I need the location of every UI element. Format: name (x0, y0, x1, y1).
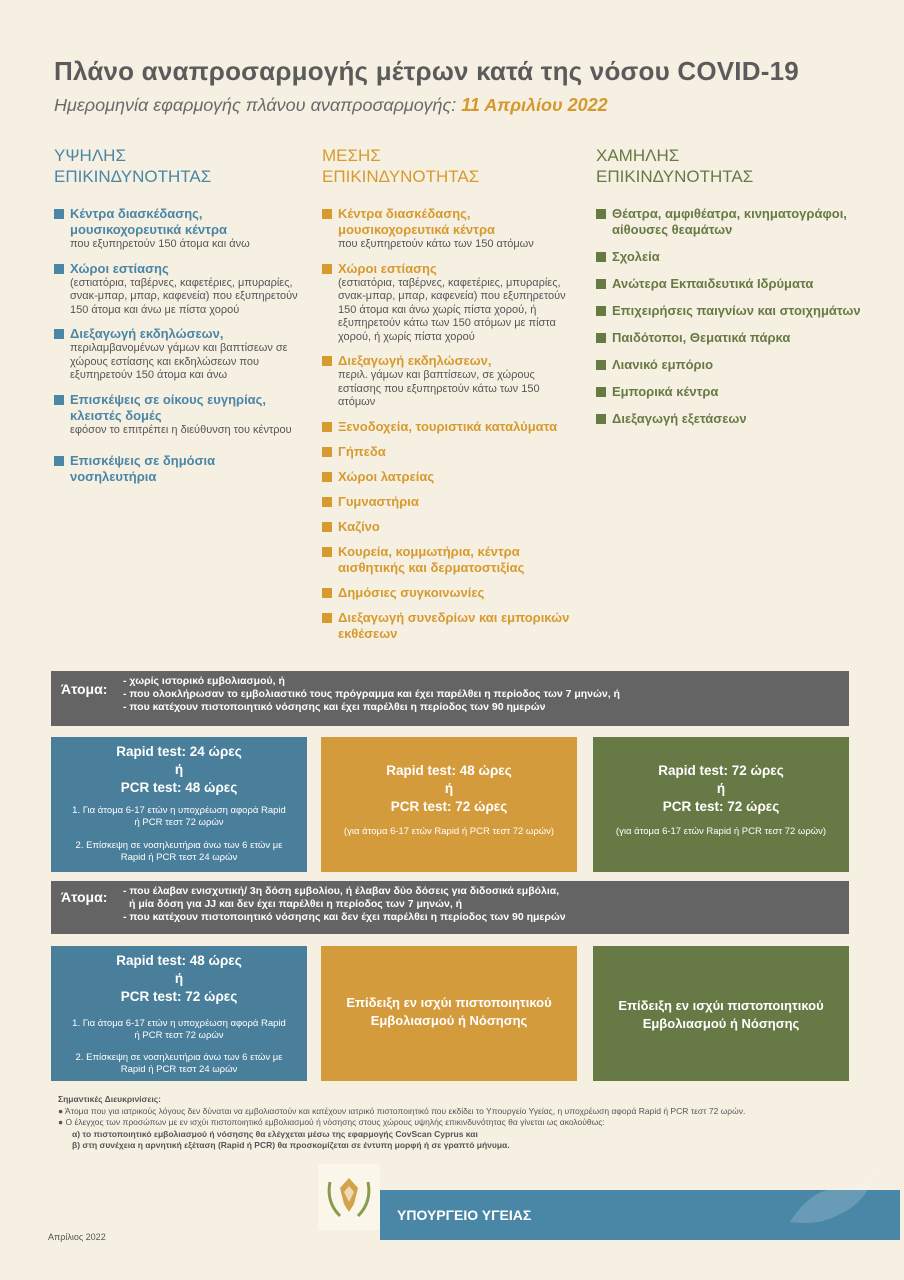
criteria-line: - χωρίς ιστορικό εμβολιασμού, ή (123, 675, 285, 687)
item-label: Γήπεδα (338, 443, 386, 459)
square-bullet-icon (596, 252, 606, 262)
test-requirements (329, 762, 569, 816)
item-label: Επισκέψεις σε δημόσια νοσηλευτήρια (70, 453, 216, 484)
group2-mid-risk-box (321, 946, 577, 1081)
list-item (322, 444, 577, 460)
square-bullet-icon (322, 497, 332, 507)
list-item (596, 330, 866, 346)
square-bullet-icon (322, 422, 332, 432)
list-item (596, 384, 866, 400)
item-detail: που εξυπηρετούν 150 άτομα και άνω (70, 238, 250, 250)
list-item (322, 544, 577, 576)
note-line: ● Άτομα που για ιατρικούς λόγους δεν δύναται να εμβολιαστούν και κατέχουν ιατρικό πιστοποιητικό που εκδίδει το Υπουργείο Υγείας, η υποχρέωση αφορά Rapid ή PCR τεστ 72 ωρών. (58, 1105, 746, 1116)
dove-icon (770, 1162, 880, 1240)
high-heading-line2: ΕΠΙΚΙΝΔΥΝΟΤΗΤΑΣ (54, 167, 212, 186)
list-item (54, 392, 299, 438)
high-heading-line1: ΥΨΗΛΗΣ (54, 146, 126, 165)
or-text: ή (174, 971, 184, 986)
certificate-text: Επίδειξη εν ισχύι πιστοποιητικού Εμβολιασμού ή Νόσησης (346, 995, 552, 1028)
item-label: Χώροι εστίασης (70, 260, 169, 276)
group1-mid-risk-box (321, 737, 577, 872)
low-heading-line2: ΕΠΙΚΙΝΔΥΝΟΤΗΤΑΣ (596, 167, 754, 186)
criteria-line: - που κατέχουν πιστοποιητικό νόσησης και έχει παρέλθει η περίοδος των 90 ημερών (123, 701, 546, 713)
mid-heading-line1: ΜΕΣΗΣ (322, 146, 381, 165)
list-item (322, 353, 577, 410)
list-item (596, 249, 866, 265)
square-bullet-icon (322, 547, 332, 557)
item-label: Επιχειρήσεις παιγνίων και στοιχημάτων (612, 303, 861, 318)
mid-risk-column (322, 145, 577, 651)
ministry-label: ΥΠΟΥΡΓΕΙΟ ΥΓΕΙΑΣ (397, 1207, 532, 1223)
item-label: Ξενοδοχεία, τουριστικά καταλύματα (338, 418, 558, 434)
square-bullet-icon (596, 306, 606, 316)
box-note-1: 1. Για άτομα 6-17 ετών η υποχρέωση αφορά Rapid ή PCR τεστ 72 ωρών (72, 805, 286, 828)
group1-low-risk-box (593, 737, 849, 872)
list-item (322, 206, 577, 252)
pcr-test-text: PCR test: 72 ώρες (662, 799, 780, 814)
item-detail: περιλ. γάμων και βαπτίσεων, σε χώρους εστίασης που εξυπηρετούν κάτω των 150 ατόμων (338, 369, 540, 408)
test-requirements (59, 952, 299, 1006)
test-requirements (601, 762, 841, 816)
group1-high-risk-box (51, 737, 307, 872)
item-label: Διεξαγωγή εκδηλώσεων, (70, 326, 224, 341)
list-item (322, 610, 577, 642)
item-detail: που εξυπηρετούν κάτω των 150 ατόμων (338, 238, 534, 250)
low-heading-line1: ΧΑΜΗΛΗΣ (596, 146, 680, 165)
note-line: α) το πιστοποιητικό εμβολιασμού ή νόσησης θα ελέγχεται μέσω της εφαρμογής CovScan Cyprus και (72, 1128, 478, 1139)
square-bullet-icon (322, 522, 332, 532)
important-notes (58, 1094, 878, 1152)
item-label: Ανώτερα Εκπαιδευτικά Ιδρύματα (612, 276, 814, 291)
criteria-line: ή μία δόση για JJ και δεν έχει παρέλθει η περίοδος των 7 μηνών, ή (129, 898, 463, 910)
cyprus-emblem-logo (318, 1164, 380, 1230)
or-text: ή (716, 781, 726, 796)
list-item (596, 276, 866, 292)
square-bullet-icon (54, 329, 64, 339)
pcr-test-text: PCR test: 48 ώρες (120, 780, 238, 795)
low-risk-heading (596, 145, 866, 187)
criteria-line: - που έλαβαν ενισχυτική/ 3η δόση εμβολίου, ή έλαβαν δύο δόσεις για διδοσικά εμβόλια, (123, 885, 560, 897)
note-line: β) στη συνέχεια η αρνητική εξέταση (Rapid ή PCR) θα προσκομίζεται σε έντυπη μορφή ή σε γραπτό μήνυμα. (72, 1140, 510, 1150)
group1-criteria-bar (51, 671, 849, 726)
item-label: Σχολεία (612, 249, 660, 264)
item-label: Χώροι λατρείας (338, 468, 435, 484)
group2-criteria-lines (123, 885, 566, 924)
item-label: Λιανικό εμπόριο (612, 357, 714, 372)
group2-atoma-label: Άτομα: (61, 889, 108, 905)
list-item (54, 326, 299, 383)
square-bullet-icon (322, 613, 332, 623)
item-label: Διεξαγωγή εκδηλώσεων, (338, 353, 492, 368)
subtitle-prefix: Ημερομηνία εφαρμογής πλάνου αναπροσαρμογής: (54, 95, 457, 115)
item-label: Επισκέψεις σε οίκους ευγηρίας, κλειστές δομές (70, 391, 267, 423)
rapid-test-text: Rapid test: 48 ώρες (386, 763, 512, 778)
notes-heading: Σημαντικές Διευκρινίσεις: (58, 1094, 162, 1104)
list-item (322, 585, 577, 601)
square-bullet-icon (322, 588, 332, 598)
item-detail: (εστιατόρια, ταβέρνες, καφετέριες, μπυραρίες, σνακ-μπαρ, μπαρ, καφενεία) που εξυπηρετούν 150 άτομα και άνω με πίστα χορού (70, 276, 298, 316)
box-note: (για άτομα 6-17 ετών Rapid ή PCR τεστ 72 ωρών) (615, 826, 827, 837)
list-item (322, 519, 577, 535)
list-item (596, 303, 866, 319)
box-note-1: 1. Για άτομα 6-17 ετών η υποχρέωση αφορά Rapid ή PCR τεστ 72 ωρών (72, 1018, 286, 1041)
page-subtitle (54, 95, 608, 116)
criteria-line: - που κατέχουν πιστοποιητικό νόσησης και δεν έχει παρέλθει η περίοδος των 90 ημερών (123, 911, 566, 923)
item-label: Καζίνο (338, 518, 380, 534)
mid-risk-heading (322, 145, 577, 187)
square-bullet-icon (322, 447, 332, 457)
square-bullet-icon (322, 356, 332, 366)
group2-low-risk-box (593, 946, 849, 1081)
square-bullet-icon (54, 456, 64, 466)
rapid-test-text: Rapid test: 24 ώρες (116, 744, 242, 759)
group2-high-risk-box (51, 946, 307, 1081)
item-detail: (εστιατόρια, ταβέρνες, καφετέριες, μπυραρίες, σνακ-μπαρ, μπαρ, καφενεία) που εξυπηρετούν 150 άτομα και άνω χωρίς πίστα χορού, ή εξυπηρετούν κάτω των 150 ατόμων με πίστα χορού, ή χωρίς πίστα χορού (338, 276, 566, 343)
item-label: Γυμναστήρια (338, 493, 419, 509)
list-item (322, 469, 577, 485)
list-item (54, 206, 299, 252)
group1-atoma-label: Άτομα: (61, 681, 108, 697)
box-note-2: 2. Επίσκεψη σε νοσηλευτήρια άνω των 6 ετών με Rapid ή PCR τεστ 24 ωρών (75, 1052, 283, 1075)
item-detail: εφόσον το επιτρέπει η διεύθυνση του κέντρου (70, 423, 292, 436)
pcr-test-text: PCR test: 72 ώρες (120, 989, 238, 1004)
list-item (322, 419, 577, 435)
square-bullet-icon (54, 395, 64, 405)
rapid-test-text: Rapid test: 48 ώρες (116, 953, 242, 968)
item-label: Διεξαγωγή συνεδρίων και εμπορικών εκθέσεων (338, 609, 570, 641)
test-requirements (59, 743, 299, 797)
group2-criteria-bar (51, 881, 849, 934)
square-bullet-icon (54, 209, 64, 219)
high-risk-column (54, 145, 299, 494)
list-item (54, 261, 299, 318)
item-label: Κουρεία, κομμωτήρια, κέντρα αισθητικής και δερματοστιξίας (338, 543, 525, 575)
square-bullet-icon (596, 414, 606, 424)
item-label: Θέατρα, αμφιθέατρα, κινηματογράφοι, αίθουσες θεαμάτων (612, 206, 847, 237)
square-bullet-icon (596, 279, 606, 289)
or-text: ή (174, 762, 184, 777)
square-bullet-icon (596, 387, 606, 397)
item-label: Παιδότοποι, Θεματικά πάρκα (612, 330, 791, 345)
item-label: Χώροι εστίασης (338, 260, 437, 276)
square-bullet-icon (54, 264, 64, 274)
low-risk-column (596, 145, 866, 438)
mid-heading-line2: ΕΠΙΚΙΝΔΥΝΟΤΗΤΑΣ (322, 167, 480, 186)
square-bullet-icon (322, 472, 332, 482)
ministry-banner (380, 1190, 900, 1240)
square-bullet-icon (596, 209, 606, 219)
item-label: Κέντρα διασκέδασης, μουσικοχορευτικά κέντρα (338, 206, 496, 237)
item-label: Διεξαγωγή εξετάσεων (612, 411, 747, 426)
high-risk-heading (54, 145, 299, 187)
list-item (322, 494, 577, 510)
certificate-text: Επίδειξη εν ισχύι πιστοποιητικού Εμβολιασμού ή Νόσησης (618, 998, 824, 1031)
square-bullet-icon (322, 264, 332, 274)
rapid-test-text: Rapid test: 72 ώρες (658, 763, 784, 778)
item-label: Εμπορικά κέντρα (612, 384, 719, 399)
page-title: Πλάνο αναπροσαρμογής μέτρων κατά της νόσου COVID-19 (54, 56, 799, 86)
list-item (596, 206, 866, 238)
square-bullet-icon (596, 333, 606, 343)
item-label: Κέντρα διασκέδασης, μουσικοχορευτικά κέντρα (70, 206, 228, 237)
item-detail: περιλαμβανομένων γάμων και βαπτίσεων σε χώρους εστίασης και εκδηλώσεων που εξυπηρετούν 150 άτομα και άνω (70, 342, 288, 381)
footer-date: Απρίλιος 2022 (48, 1232, 106, 1242)
note-line: ● Ο έλεγχος των προσώπων με εν ισχύι πιστοποιητικό εμβολιασμού ή νόσησης στους χώρους υψηλής επικινδυνότητας θα γίνεται ως ακολούθως: (58, 1117, 605, 1127)
pcr-test-text: PCR test: 72 ώρες (390, 799, 508, 814)
box-note: (για άτομα 6-17 ετών Rapid ή PCR τεστ 72 ωρών) (343, 826, 555, 837)
list-item (596, 357, 866, 373)
or-text: ή (444, 781, 454, 796)
square-bullet-icon (322, 209, 332, 219)
list-item (596, 411, 866, 427)
box-note-2: 2. Επίσκεψη σε νοσηλευτήρια άνω των 6 ετών με Rapid ή PCR τεστ 24 ωρών (75, 840, 283, 863)
list-item (322, 261, 577, 345)
list-item (54, 453, 299, 485)
square-bullet-icon (596, 360, 606, 370)
item-label: Δημόσιες συγκοινωνίες (338, 584, 485, 600)
subtitle-date: 11 Απριλίου 2022 (461, 95, 608, 115)
group1-criteria-lines (123, 675, 620, 714)
criteria-line: - που ολοκλήρωσαν το εμβολιαστικό τους πρόγραμμα και έχει παρέλθει η περίοδος των 7 μηνών, ή (123, 688, 620, 700)
